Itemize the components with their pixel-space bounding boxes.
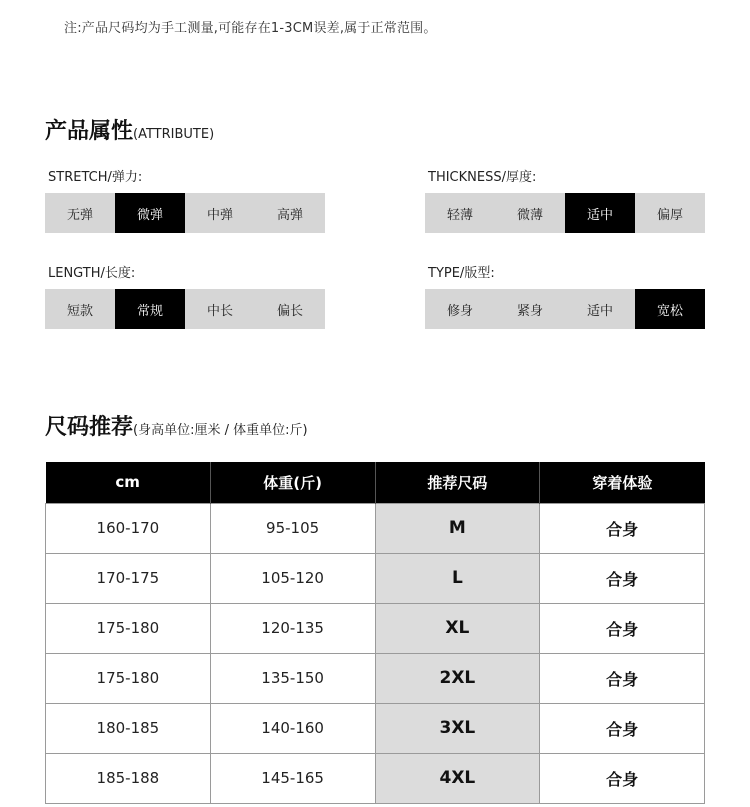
height-cell: 185-188 xyxy=(46,753,211,803)
size-title: 尺码推荐 xyxy=(45,415,134,440)
length-label: LENGTH/长度: xyxy=(48,266,136,281)
attribute-section-title xyxy=(45,114,214,145)
size-subtitle: (身高单位:厘米 / 体重单位:斤) xyxy=(133,423,308,438)
fit-cell: 合身 xyxy=(540,553,705,603)
height-cell: 170-175 xyxy=(46,553,211,603)
thickness-option: 微薄 xyxy=(516,207,543,223)
length-option: 常规 xyxy=(115,289,185,329)
size-cell: 2XL xyxy=(375,653,540,703)
attribute-subtitle: (ATTRIBUTE) xyxy=(133,127,215,142)
fit-cell: 合身 xyxy=(540,503,705,553)
fit-cell: 合身 xyxy=(540,753,705,803)
length-option: 偏长 xyxy=(276,303,303,319)
height-cell: 175-180 xyxy=(46,653,211,703)
weight-header: 体重(斤) xyxy=(210,462,375,503)
attribute-title: 产品属性 xyxy=(45,119,134,144)
type-option: 适中 xyxy=(586,303,613,319)
length-selector xyxy=(45,289,325,329)
height-header: cm xyxy=(46,462,211,503)
length-option: 短款 xyxy=(66,303,93,319)
weight-cell: 120-135 xyxy=(210,603,375,653)
size-table xyxy=(45,462,705,804)
weight-cell: 145-165 xyxy=(210,753,375,803)
size-cell: 3XL xyxy=(375,703,540,753)
type-option: 修身 xyxy=(446,303,473,319)
type-label: TYPE/版型: xyxy=(428,266,495,281)
table-row xyxy=(46,603,705,653)
fit-header: 穿着体验 xyxy=(540,462,705,503)
thickness-label: THICKNESS/厚度: xyxy=(428,170,537,185)
weight-cell: 140-160 xyxy=(210,703,375,753)
stretch-option: 中弹 xyxy=(206,207,233,223)
measurement-note: 注:产品尺码均为手工测量,可能存在1-3CM误差,属于正常范围。 xyxy=(64,21,437,36)
thickness-option: 偏厚 xyxy=(656,207,683,223)
fit-cell: 合身 xyxy=(540,603,705,653)
recommended-size-header: 推荐尺码 xyxy=(375,462,540,503)
length-option: 中长 xyxy=(206,303,233,319)
thickness-option: 适中 xyxy=(565,193,635,233)
stretch-selector xyxy=(45,193,325,233)
weight-cell: 135-150 xyxy=(210,653,375,703)
height-cell: 160-170 xyxy=(46,503,211,553)
weight-cell: 105-120 xyxy=(210,553,375,603)
table-row xyxy=(46,553,705,603)
table-row xyxy=(46,753,705,803)
size-cell: 4XL xyxy=(375,753,540,803)
type-option: 紧身 xyxy=(516,303,543,319)
stretch-option: 无弹 xyxy=(66,207,93,223)
thickness-option: 轻薄 xyxy=(446,207,473,223)
type-selector xyxy=(425,289,705,329)
fit-cell: 合身 xyxy=(540,653,705,703)
size-cell: XL xyxy=(375,603,540,653)
size-cell: L xyxy=(375,553,540,603)
table-row xyxy=(46,503,705,553)
stretch-label: STRETCH/弹力: xyxy=(48,170,143,185)
size-cell: M xyxy=(375,503,540,553)
height-cell: 180-185 xyxy=(46,703,211,753)
type-option: 宽松 xyxy=(635,289,705,329)
thickness-selector xyxy=(425,193,705,233)
weight-cell: 95-105 xyxy=(210,503,375,553)
stretch-option: 高弹 xyxy=(276,207,303,223)
size-table-header xyxy=(46,462,705,503)
height-cell: 175-180 xyxy=(46,603,211,653)
stretch-option: 微弹 xyxy=(115,193,185,233)
table-row xyxy=(46,653,705,703)
size-section-title xyxy=(45,410,308,441)
table-row xyxy=(46,703,705,753)
fit-cell: 合身 xyxy=(540,703,705,753)
